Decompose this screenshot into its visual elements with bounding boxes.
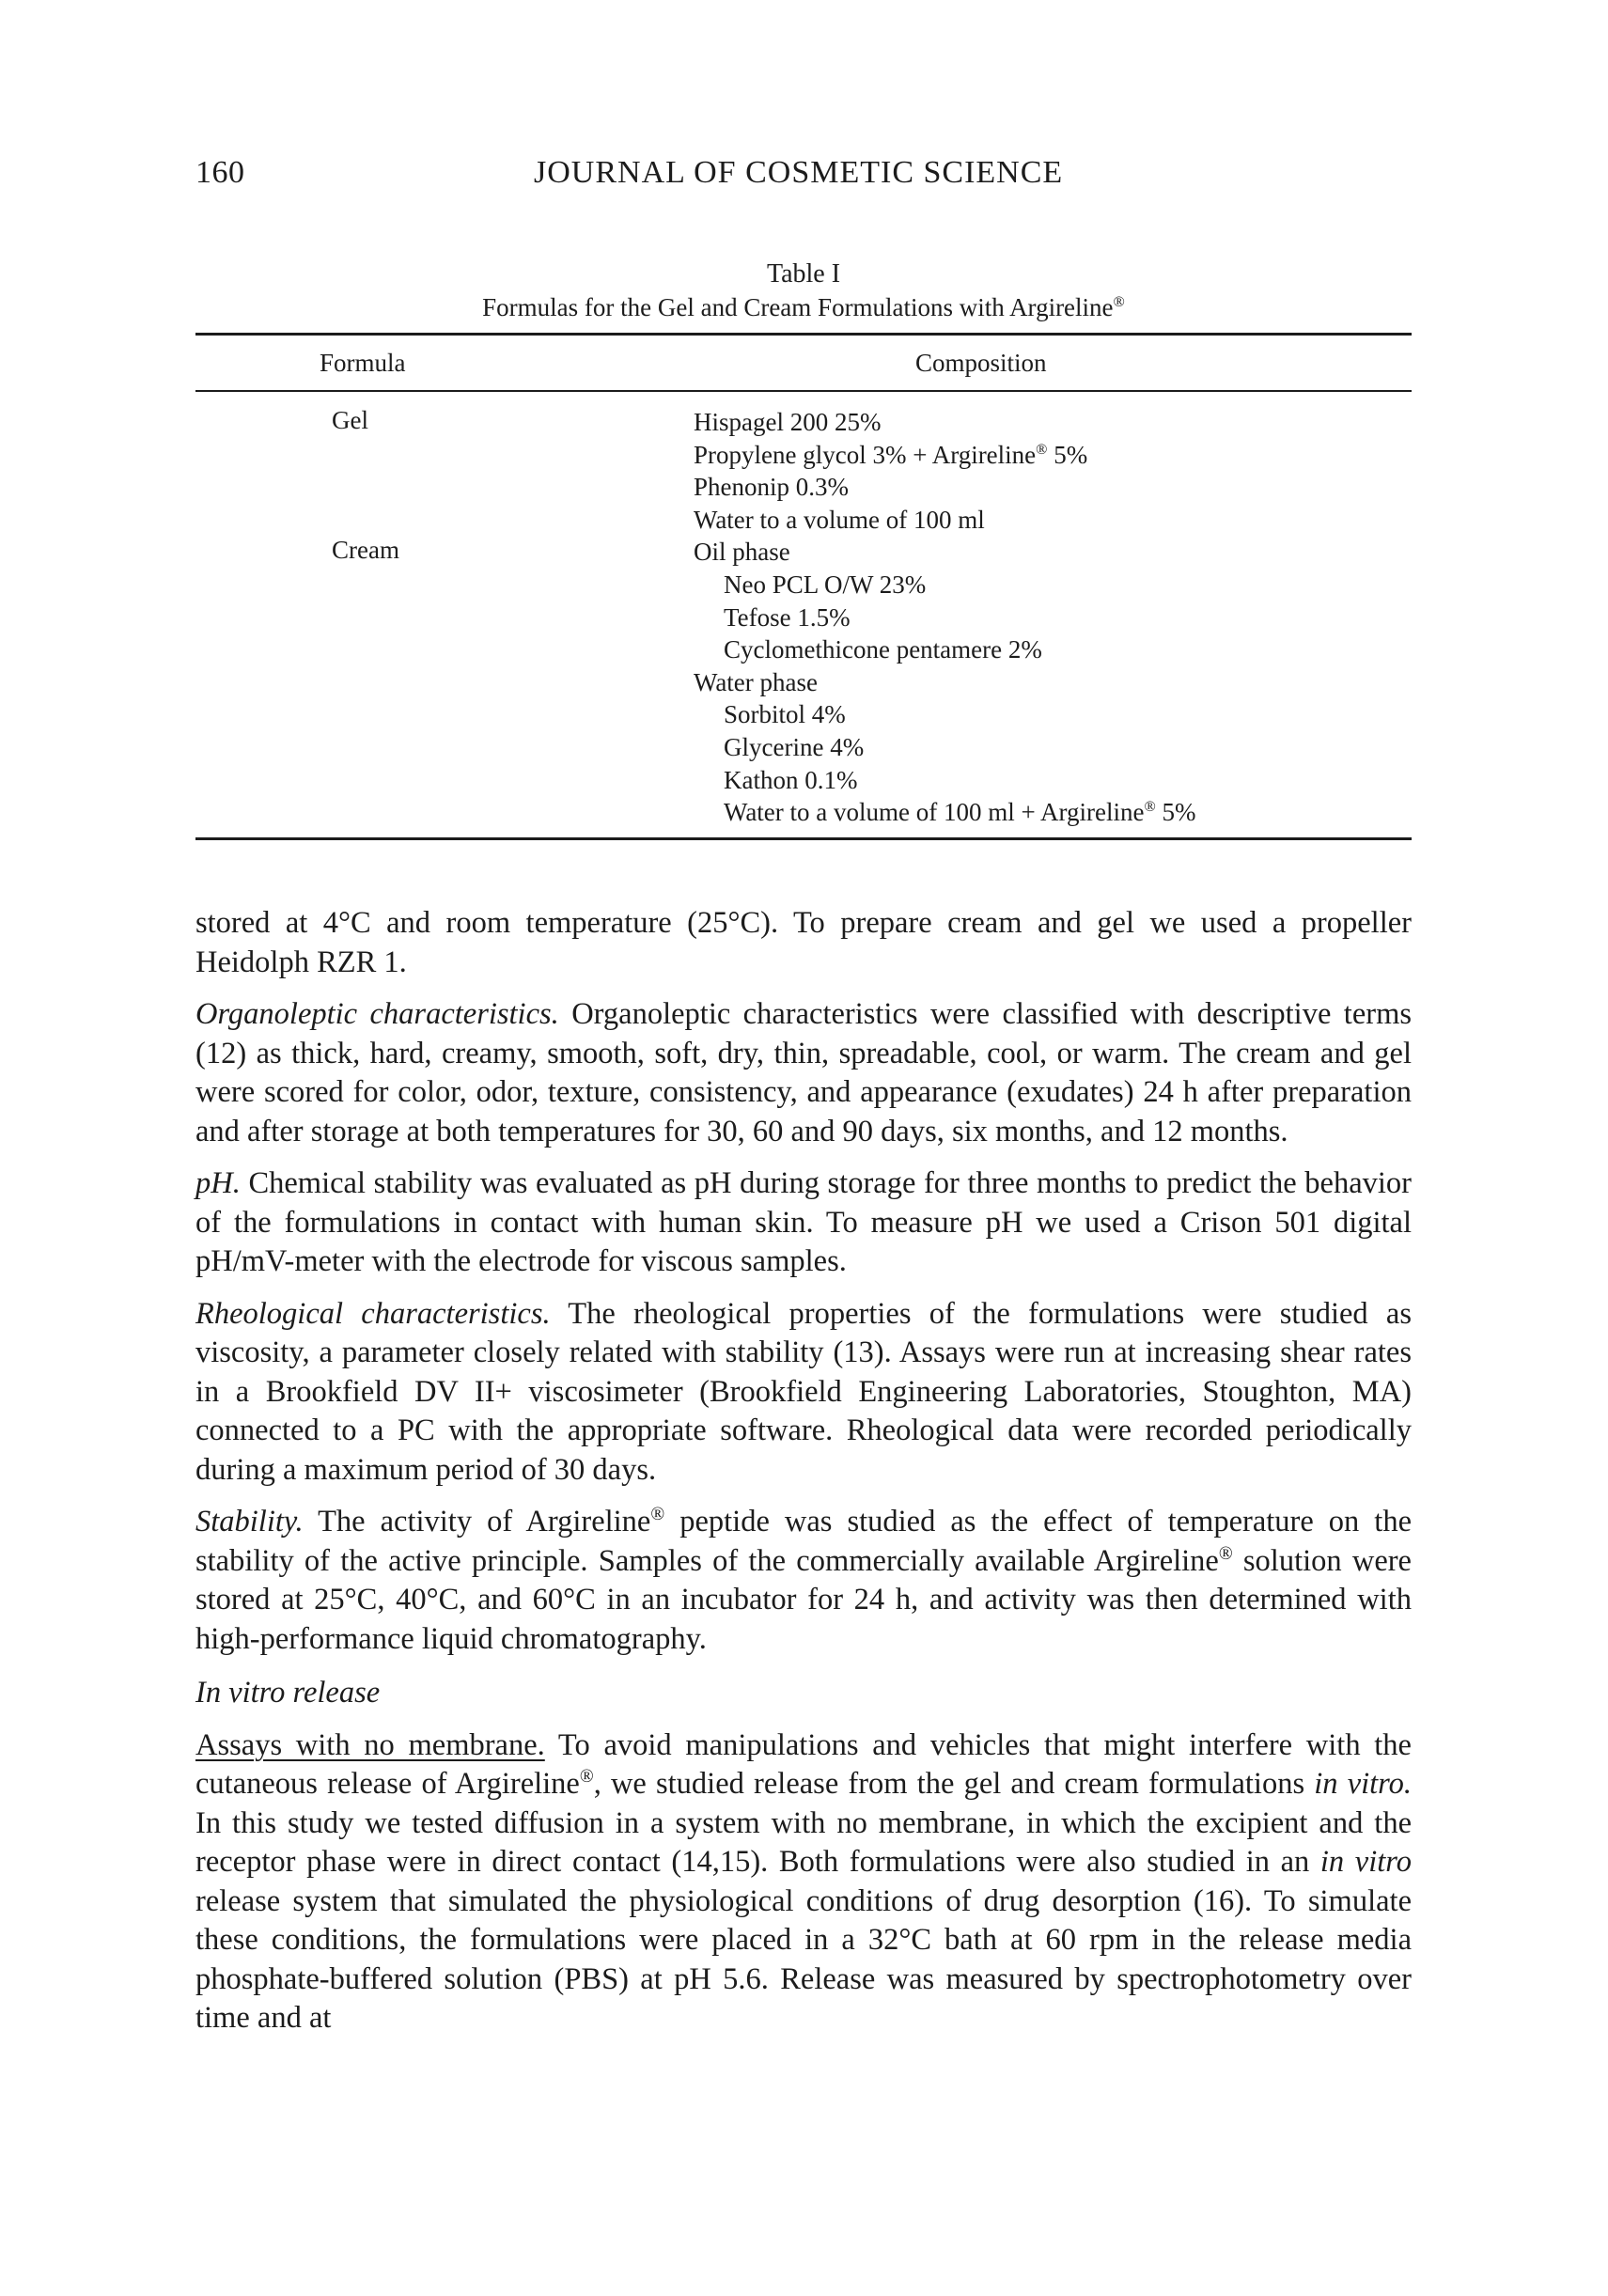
paragraph-stability [195, 1503, 1412, 1659]
cream-composition [694, 536, 1196, 828]
table-top-rule [195, 333, 1412, 336]
table-label: Table I [766, 259, 841, 289]
subsection-heading-assays: Assays with no membrane. [195, 1727, 545, 1762]
composition-line: Kathon 0.1% [724, 765, 858, 794]
section-heading-ph: pH. [195, 1166, 241, 1200]
formula-gel: Gel [332, 406, 368, 434]
composition-line: Water to a volume of 100 ml [694, 505, 985, 534]
column-header-composition: Composition [915, 349, 1047, 377]
paragraph-text: The rheological properties of the formulations were studied as viscosity, a parameter closely related with stability (13). Assays were run at increasing shear rates in a Brookfield DV II+ viscosimeter (Brookfield Engineering Laboratories, Stoughton, MA) connected to a PC with the appropriate software. Rheological data were recorded periodically during a maximum period of 30 days. [195, 1296, 1412, 1487]
body-text [195, 904, 1412, 2038]
formula-cream: Cream [332, 536, 399, 565]
composition-line: Hispagel 200 25% [694, 408, 882, 436]
journal-title: JOURNAL OF COSMETIC SCIENCE [534, 155, 1064, 190]
table-caption [195, 258, 1412, 324]
section-heading-organoleptic: Organoleptic characteristics. [195, 997, 559, 1031]
table-bottom-rule [195, 837, 1412, 840]
table-title: Formulas for the Gel and Cream Formulations with Argireline® [482, 293, 1125, 321]
table-header-rule [195, 390, 1412, 392]
section-heading-rheological: Rheological characteristics. [195, 1296, 551, 1331]
paragraph-text: Organoleptic characteristics were classified with descriptive terms (12) as thick, hard, creamy, smooth, soft, dry, thin, spreadable, cool, or warm. The cream and gel were scored for color, odor, texture, consistency, and appearance (exudates) 24 h after preparation and after storage at both temperatures for 30, 60 and 90 days, six months, and 12 months. [195, 997, 1412, 1148]
paragraph-ph [195, 1164, 1412, 1282]
paragraph-text: release system that simulated the physiological conditions of drug desorption (16). To simulate these conditions, the formulations were placed in a 32°C bath at 60 rpm in the release media phosphate-buffered solution (PBS) at pH 5.6. Release was measured by spectrophotometry over time and at [195, 1883, 1412, 2035]
composition-line: Tefose 1.5% [724, 602, 851, 632]
italic-term: in vitro [1319, 1845, 1412, 1879]
page-number: 160 [195, 155, 245, 190]
composition-line: Neo PCL O/W 23% [724, 570, 927, 599]
composition-line: Cyclomethicone pentamere 2% [724, 635, 1042, 664]
composition-line: Propylene glycol 3% + Argireline® 5% [694, 440, 1088, 469]
paragraph-rheological [195, 1295, 1412, 1491]
composition-line: Sorbitol 4% [724, 700, 846, 729]
composition-line: Water to a volume of 100 ml + Argireline® 5% [724, 798, 1196, 827]
paragraph-organoleptic [195, 995, 1412, 1151]
paragraph-text: The activity of Argireline® peptide was studied as the effect of temperature on the stability of the active principle. Samples of the commercially available Argireline® solution were stored at 25°C, 40°C, and 60°C in an incubator for 24 h, and activity was then determined with high-performance liquid chromatography. [195, 1505, 1413, 1656]
section-heading-stability: Stability. [195, 1505, 304, 1538]
composition-line: Glycerine 4% [724, 732, 865, 761]
paragraph-assays [195, 1726, 1412, 2038]
italic-term: in vitro. [1314, 1767, 1412, 1801]
oil-phase-heading: Oil phase [694, 538, 790, 567]
paragraph-text: Chemical stability was evaluated as pH during storage for three months to predict the behavior of the formulations in contact with human skin. To measure pH we used a Crison 501 digital pH/mV-meter with the electrode for viscous samples. [195, 1166, 1412, 1278]
paragraph-storage: stored at 4°C and room temperature (25°C). To prepare cream and gel we used a propeller Heidolph RZR 1. [195, 906, 1412, 979]
composition-line: Phenonip 0.3% [694, 473, 849, 502]
section-heading-in-vitro-release: In vitro release [195, 1676, 381, 1710]
column-header-formula: Formula [320, 349, 406, 377]
paragraph-text: To avoid manipulations and vehicles that might interfere with the cutaneous release of Argireline®, we studied release from the gel and cream formulations [195, 1727, 1412, 1801]
water-phase-heading: Water phase [694, 667, 819, 696]
paragraph-text: In this study we tested diffusion in a system with no membrane, in which the excipient and the receptor phase were in direct contact (14,15). Both formulations were also studied in an [195, 1805, 1412, 1879]
gel-composition [694, 406, 1087, 536]
page-header [195, 155, 1412, 202]
